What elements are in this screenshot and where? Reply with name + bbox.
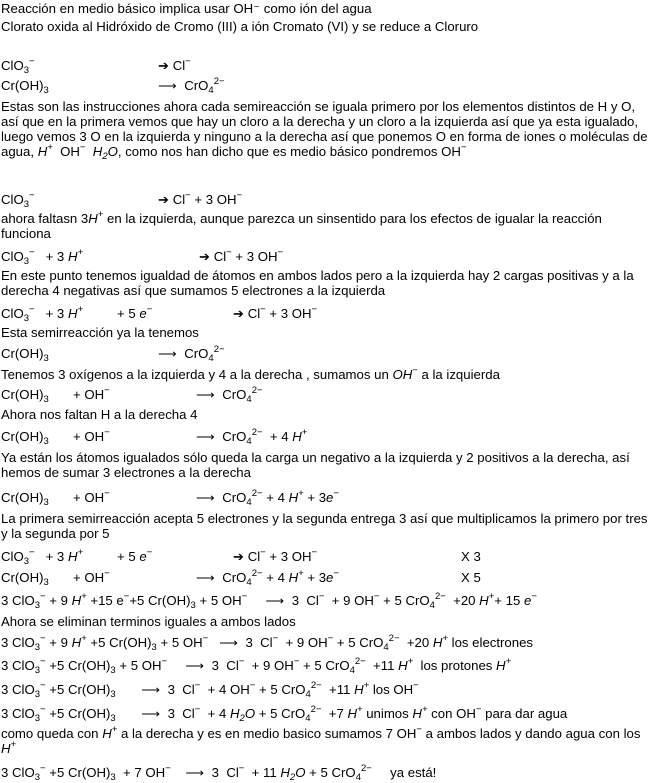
paragraph-4: Esta semirreacción ya la tenemos	[1, 325, 199, 340]
paragraph-2: ahora faltasn 3H+ en la izquierda, aunque parezca un sinsentido para los efectos de igualar la reacción funciona	[1, 209, 602, 241]
title-line-2: Clorato oxida al Hidróxido de Cromo (III) a ión Cromato (VI) y se reduce a Cloruro	[1, 19, 479, 34]
paragraph-8: La primera semirreacción acepta 5 electrones y la segunda entrega 3 así que multiplicamos la primero por tres y la segunda por 5	[1, 511, 648, 541]
equation-12: 3 ClO$_3$− + 9 H+ +15 e−+5 $Cr(OH)_3 + 5$ OH− ⟶ 3 Cl− + 9 OH− + 5 CrO$_4^{2-}$ +20 H++ 15 e−	[1, 591, 537, 611]
paragraph-3: En este punto tenemos igualdad de átomos en ambos lados pero a la izquierda hay 2 cargas positivas y a la derecha 4 negativas así que sumamos 5 electrones a la izquierda	[1, 268, 634, 298]
paragraph-1: Estas son las instrucciones ahora cada semireacción se iguala primero por los elementos distintos de H y O, así que en la primera vemos que hay un cloro a la derecha y un cloro a la izquierda así que ya esta igualado, luego vemos 3 O en la izquierda y ninguno a la derecha así que ponemos O en forma de iones o moléculas de agua, H+ OH− $H_2O$, como nos han dicho que es medio básico pondremos OH−	[1, 99, 648, 162]
equation-14: 3 ClO$_3$− +5 $Cr(OH)_3 + 5$ OH− ⟶ 3 Cl− + 9 OH− + 5 CrO$_4^{2-}$ +11 H+ los protones H+	[1, 656, 512, 676]
equation-16: 3 ClO$_3$− +5 $Cr(OH)_3$ ⟶ 3 Cl− + 4 $H_2O + 5$ CrO$_4^{2-}$ +7 H+ unimos H+ con OH− para dar agua	[1, 704, 568, 724]
document: Reacción en medio básico implica usar OH⁻ como ión del agua Clorato oxida al Hidróxido de Cromo (III) a ión Cromato (VI) y se reduce a Cloruro ClO$_3$− ➔ Cl− $Cr(OH)_3$ ⟶ CrO$_4^{2-}$ Estas son las instrucciones ahora cada semireacción se iguala primero por los elementos distintos de H y O, así que en la primera vemos que hay un cloro a la derecha y un cloro a la izquierda así que ya esta igualado, luego vemos 3 O en la izquierda y ninguno a la derecha así que ponemos O en forma de iones o moléculas de agua, H+ OH− $H_2O$, como nos han dicho que es medio básico pondremos OH− ClO$_3$− ➔ Cl− + 3 OH− ahora faltasn 3H+ en la izquierda, aunque parezca un sinsentido para los efectos de igualar la reacción funciona ClO$_3$− + 3 H+ ➔ Cl− + 3 OH− En este punto tenemos igualdad de átomos en ambos lados pero a la izquierda hay 2 cargas positivas y a la derecha 4 negativas así que sumamos 5 electrones a la izquierda ClO$_3$− + 3 H+ + 5 e− ➔ Cl− + 3 OH− Esta semirreacción ya la tenemos $Cr(OH)_3$ ⟶ CrO$_4^{2-}$ Tenemos 3 oxígenos a la izquierda y 4 a la derecha , sumamos un OH− a la izquierda $Cr(OH)_3$ + OH− ⟶ CrO$_4^{2-}$ Ahora nos faltan H a la derecha 4 $Cr(OH)_3$ + OH− ⟶ CrO$_4^{2-}$ + 4 H+ Ya están los átomos igualados sólo queda la carga un negativo a la izquierda y 2 positivos a la derecha, así hemos de sumar 3 electrones a la derecha $Cr(OH)_3$ + OH− ⟶ CrO$_4^{2-}$ + 4 H+ + 3e− La primera semirreacción acepta 5 electrones y la segunda entrega 3 así que multiplicamos la primero por tres y la segunda por 5 ClO$_3$− + 3 H+ + 5 e− ➔ Cl− + 3 OH− X 3 $Cr(OH)_3$ + OH− ⟶ CrO$_4^{2-}$ + 4 H+ + 3e− X 5 3 ClO$_3$− + 9 H+ +15 e−+5 $Cr(OH)_3 + 5$ OH− ⟶ 3 Cl− + 9 OH− + 5 CrO$_4^{2-}$ +20 H++ 15 e− Ahora se eliminan terminos iguales a ambos lados 3 ClO$_3$− + 9 H+ +5 $Cr(OH)_3 + 5$ OH− ⟶ 3 Cl− + 9 OH− + 5 CrO$_4^{2-}$ +20 H+ los electrones 3 ClO$_3$− +5 $Cr(OH)_3 + 5$ OH− ⟶ 3 Cl− + 9 OH− + 5 CrO$_4^{2-}$ +11 H+ los protones H+ 3 ClO$_3$− +5 $Cr(OH)_3$ ⟶ 3 Cl− + 4 OH− + 5 CrO$_4^{2-}$ +11 H+ los OH− 3 ClO$_3$− +5 $Cr(OH)_3$ ⟶ 3 Cl− + 4 $H_2O + 5$ CrO$_4^{2-}$ +7 H+ unimos H+ con OH− para dar agua como queda con H+ a la derecha y es en medio basico sumamos 7 OH− a ambos lados y dando agua con los H+ 3 ClO$_3$− +5 $Cr(OH)_3 + 7$ OH− ⟶ 3 Cl− + 11 $H_2O + 5$ CrO$_4^{2-}$ ya está!	[0, 0, 655, 783]
paragraph-7: Ya están los átomos igualados sólo queda la carga un negativo a la izquierda y 2 positivos a la derecha, así hemos de sumar 3 electrones a la derecha	[1, 450, 630, 480]
paragraph-9: Ahora se eliminan terminos iguales a ambos lados	[1, 614, 296, 629]
title-line-1: Reacción en medio básico implica usar OH⁻ como ión del agua	[1, 1, 372, 16]
paragraph-5: Tenemos 3 oxígenos a la izquierda y 4 a la derecha , sumamos un OH− a la izquierda	[1, 365, 500, 382]
equation-15: 3 ClO$_3$− +5 $Cr(OH)_3$ ⟶ 3 Cl− + 4 OH− + 5 CrO$_4^{2-}$ +11 H+ los OH−	[1, 680, 419, 700]
equation-final: 3 ClO$_3$− +5 $Cr(OH)_3 + 7$ OH− ⟶ 3 Cl− + 11 $H_2O + 5$ CrO$_4^{2-}$ ya está!	[1, 763, 437, 783]
equation-13: 3 ClO$_3$− + 9 H+ +5 $Cr(OH)_3 + 5$ OH− ⟶ 3 Cl− + 9 OH− + 5 CrO$_4^{2-}$ +20 H+ los electrones	[1, 633, 534, 653]
paragraph-10: como queda con H+ a la derecha y es en medio basico sumamos 7 OH− a ambos lados y dando agua con los H+	[1, 724, 641, 756]
paragraph-6: Ahora nos faltan H a la derecha 4	[1, 407, 198, 422]
